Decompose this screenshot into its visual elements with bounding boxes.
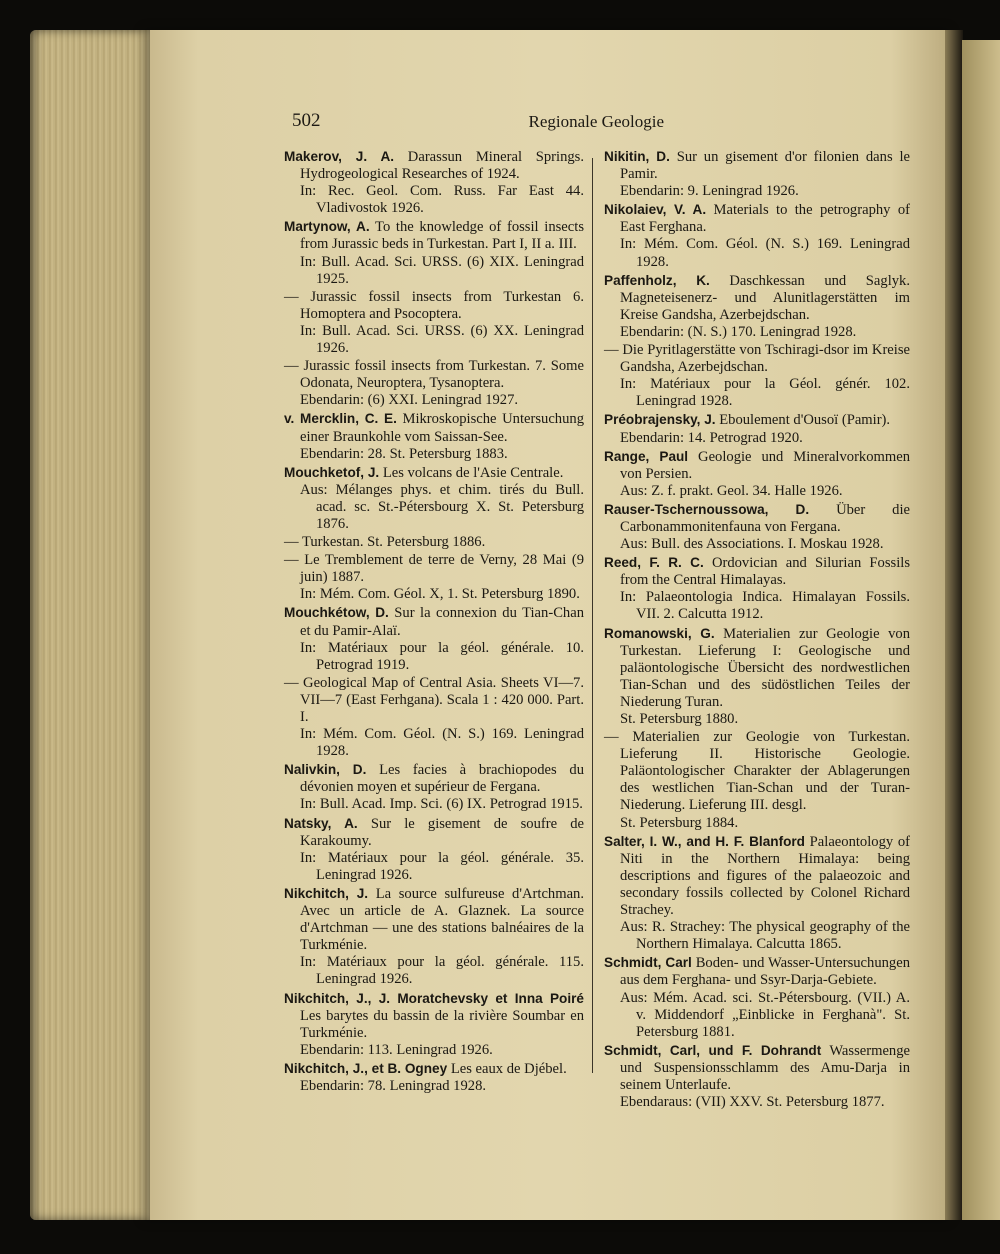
bibliography-entry	[604, 501, 910, 553]
entry-author: Nikchitch, J.	[284, 885, 369, 901]
bibliography-entry	[284, 464, 584, 533]
running-title: Regionale Geologie	[528, 112, 664, 131]
bibliography-entry	[604, 411, 910, 446]
entry-title: Les eaux de Djébel.	[450, 1060, 567, 1077]
page-number: 502	[292, 110, 321, 131]
entry-title: Materials to the petrography of East Ferghana.	[620, 202, 910, 236]
entry-author: Schmidt, Carl	[604, 955, 692, 971]
column-divider	[592, 158, 593, 1073]
bibliography-entry	[604, 148, 910, 200]
entry-author: Préobrajensky, J.	[604, 412, 716, 428]
entry-author: Nikchitch, J., et B. Ogney	[284, 1060, 448, 1076]
entry-author: Salter, I. W., and H. F. Blanford	[604, 833, 805, 849]
entry-author: Range, Paul	[604, 448, 689, 464]
bibliography-entry	[284, 148, 584, 217]
bibliography-entry	[284, 358, 584, 409]
entry-source: In: Matériaux pour la géol. générale. 35. Leningrad 1926.	[300, 849, 584, 883]
entry-author: Martynow, A.	[284, 219, 370, 235]
bibliography-entry	[284, 410, 584, 462]
entry-title: — Geological Map of Central Asia. Sheets VI—7. VII—7 (East Ferhgana). Scala 1 : 420 000. Part. I.	[284, 674, 584, 725]
entry-source: In: Mém. Com. Géol. (N. S.) 169. Leningrad 1928.	[620, 236, 910, 270]
right-column	[604, 148, 910, 1112]
bibliography-entry	[284, 604, 584, 673]
bibliography-entry	[284, 552, 584, 603]
bibliography-entry	[604, 1042, 910, 1111]
entry-title: Les facies à brachiopodes du dévonien moyen et supérieur de Fergana.	[300, 762, 585, 796]
entry-title: Über die Carbonammonitenfauna von Fergana.	[620, 501, 911, 535]
entry-source: In: Matériaux pour la géol. générale. 115. Leningrad 1926.	[300, 954, 584, 988]
entry-title: — Le Tremblement de terre de Verny, 28 Mai (9 juin) 1887.	[284, 552, 584, 586]
page-header	[292, 110, 664, 134]
entry-title: Daschkessan und Saglyk. Magneteisenerz- und Alunitlagerstätten im Kreise Gandsha, Azerbejdschan.	[620, 272, 910, 323]
entry-source: In: Matériaux pour la Géol. génér. 102. Leningrad 1928.	[620, 376, 910, 410]
entry-title: Mikroskopische Untersuchung einer Braunkohle vom Saissan-See.	[300, 411, 584, 445]
entry-title: — Jurassic fossil insects from Turkestan 6. Homoptera and Psocoptera.	[284, 288, 584, 322]
entry-author: Reed, F. R. C.	[604, 555, 704, 571]
entry-author: Mouchketof, J.	[284, 464, 380, 480]
bibliography-entry	[604, 201, 910, 270]
bibliography-entry	[284, 885, 584, 989]
entry-source: In: Rec. Geol. Com. Russ. Far East 44. Vladivostok 1926.	[300, 183, 584, 217]
bibliography-entry	[604, 625, 910, 729]
entry-title: Boden- und Wasser-Untersuchungen aus dem Ferghana- und Ssyr-Darja-Gebiete.	[620, 955, 910, 989]
entry-source: Ebendarin: (N. S.) 170. Leningrad 1928.	[620, 323, 857, 340]
entry-source: Aus: Bull. des Associations. I. Moskau 1928.	[620, 536, 884, 553]
entry-source: St. Petersburg 1880.	[620, 711, 739, 727]
entry-author: Romanowski, G.	[604, 625, 715, 641]
entry-title: Materialien zur Geologie von Turkestan. Lieferung I: Geologische und paläontologische Übersicht des nordwestlichen Tian-Schan und des südöstlichen Teiles der Niederung Turan.	[620, 625, 910, 710]
entry-source: In: Palaeontologia Indica. Himalayan Fossils. VII. 2. Calcutta 1912.	[620, 589, 910, 623]
page-stack-edges	[30, 30, 170, 1220]
entry-source: Ebendarin: 28. St. Petersburg 1883.	[300, 445, 508, 462]
bibliography-entry	[284, 289, 584, 357]
entry-title: Sur le gisement de soufre de Karakoumy.	[300, 815, 584, 849]
entry-title: Sur la connexion du Tian-Chan et du Pamir-Alaï.	[300, 605, 584, 639]
bibliography-entry	[604, 954, 910, 1040]
entry-source: In: Mém. Com. Géol. (N. S.) 169. Leningrad 1928.	[300, 726, 584, 760]
entry-source: In: Mém. Com. Géol. X, 1. St. Petersburg 1890.	[300, 586, 580, 603]
spine-shadow	[945, 30, 963, 1220]
entry-source: Ebendarin: 113. Leningrad 1926.	[300, 1041, 493, 1058]
bibliography-entry	[604, 554, 910, 623]
bibliography-entry	[284, 675, 584, 760]
entry-title: Eboulement d'Ousoï (Pamir).	[719, 412, 891, 429]
entry-author: Paffenholz, K.	[604, 272, 710, 288]
bibliography-entry	[284, 815, 584, 884]
entry-title: — Jurassic fossil insects from Turkestan. 7. Some Odonata, Neuroptera, Tysanoptera.	[284, 358, 584, 392]
entry-source: Aus: Mém. Acad. sci. St.-Pétersbourg. (VII.) A. v. Middendorf „Einblicke in Ferghanà". St. Petersburg 1881.	[620, 989, 910, 1040]
entry-title: Les barytes du bassin de la rivière Soumbar en Turkménie.	[300, 1007, 584, 1041]
entry-author: Schmidt, Carl, und F. Dohrandt	[604, 1042, 822, 1058]
entry-source: In: Matériaux pour la géol. générale. 10. Petrograd 1919.	[300, 639, 584, 673]
bibliography-entry	[284, 990, 584, 1059]
entry-source: Ebendarin: 9. Leningrad 1926.	[620, 183, 799, 200]
entry-title: Wassermenge und Suspensionsschlamm des Amu-Darja in seinem Unterlaufe.	[620, 1042, 910, 1093]
entry-title: Palaeontology of Niti in the Northern Himalaya: being descriptions and figures of the palaeozoic and secondary fossils collected by Colonel Richard Strachey.	[620, 833, 910, 919]
entry-title: To the knowledge of fossil insects from Jurassic beds in Turkestan. Part I, II a. III.	[300, 219, 584, 253]
bibliography-entry	[604, 833, 910, 954]
entry-source: In: Bull. Acad. Sci. URSS. (6) XIX. Leningrad 1925.	[300, 253, 584, 287]
entry-title: La source sulfureuse d'Artchman. Avec un article de A. Glaznek. La source d'Artchman — une des stations balnéaires de la Turkménie.	[300, 885, 584, 954]
entry-title: Darassun Mineral Springs. Hydrogeological Researches of 1924.	[300, 149, 584, 183]
entry-author: Nikchitch, J., J. Moratchevsky et Inna Poiré	[284, 990, 584, 1006]
entry-title: — Materialien zur Geologie von Turkestan. Lieferung II. Historische Geologie. Paläontologischer Charakter der Ablagerungen des westlichen Tian-Schan und der Turan-Niederung. Lieferung III. desgl.	[604, 729, 910, 814]
entry-source: Aus: Mélanges phys. et chim. tirés du Bull. acad. sc. St.-Pétersbourg X. St. Petersburg 1876.	[300, 481, 584, 532]
bibliography-entry	[604, 729, 910, 832]
entry-author: Nikitin, D.	[604, 149, 670, 164]
entry-author: Makerov, J. A.	[284, 149, 395, 164]
entry-title: Les volcans de l'Asie Centrale.	[382, 464, 564, 481]
bibliography-entry	[284, 761, 584, 813]
entry-source: Ebendarin: (6) XXI. Leningrad 1927.	[300, 392, 519, 409]
entry-source: Aus: R. Strachey: The physical geography of the Northern Himalaya. Calcutta 1865.	[620, 919, 910, 953]
entry-author: Natsky, A.	[284, 815, 358, 831]
entry-author: v. Mercklin, C. E.	[284, 411, 397, 427]
bibliography-entry	[604, 272, 910, 341]
bibliography-entry	[284, 1060, 584, 1095]
entry-title: Ordovician and Silurian Fossils from the Central Himalayas.	[620, 555, 910, 589]
entry-source: In: Bull. Acad. Imp. Sci. (6) IX. Petrograd 1915.	[300, 796, 583, 813]
entry-source: Ebendarin: 78. Leningrad 1928.	[300, 1077, 487, 1094]
entry-author: Nikolaiev, V. A.	[604, 202, 707, 218]
entry-source: Ebendarin: 14. Petrograd 1920.	[620, 429, 803, 446]
bibliography-entry	[604, 342, 910, 410]
entry-title: — Turkestan. St. Petersburg 1886.	[284, 534, 486, 551]
bibliography-entry	[284, 218, 584, 287]
bibliography-entry	[604, 448, 910, 500]
entry-source: In: Bull. Acad. Sci. URSS. (6) XX. Leningrad 1926.	[300, 322, 584, 357]
left-column	[284, 148, 584, 1096]
entry-source: St. Petersburg 1884.	[620, 814, 739, 831]
facing-page-edge	[962, 40, 1000, 1220]
bibliography-entry	[284, 534, 584, 551]
entry-author: Nalivkin, D.	[284, 762, 367, 778]
entry-title: Sur un gisement d'or filonien dans le Pamir.	[620, 149, 910, 183]
entry-source: Aus: Z. f. prakt. Geol. 34. Halle 1926.	[620, 482, 843, 499]
entry-author: Mouchkétow, D.	[284, 605, 389, 621]
entry-title: — Die Pyritlagerstätte von Tschiragi-dsor im Kreise Gandsha, Azerbejdschan.	[604, 342, 910, 376]
entry-author: Rauser-Tschernoussowa, D.	[604, 501, 810, 517]
entry-title: Geologie und Mineralvorkommen von Persien.	[620, 448, 910, 482]
entry-source: Ebendaraus: (VII) XXV. St. Petersburg 1877.	[620, 1094, 885, 1111]
